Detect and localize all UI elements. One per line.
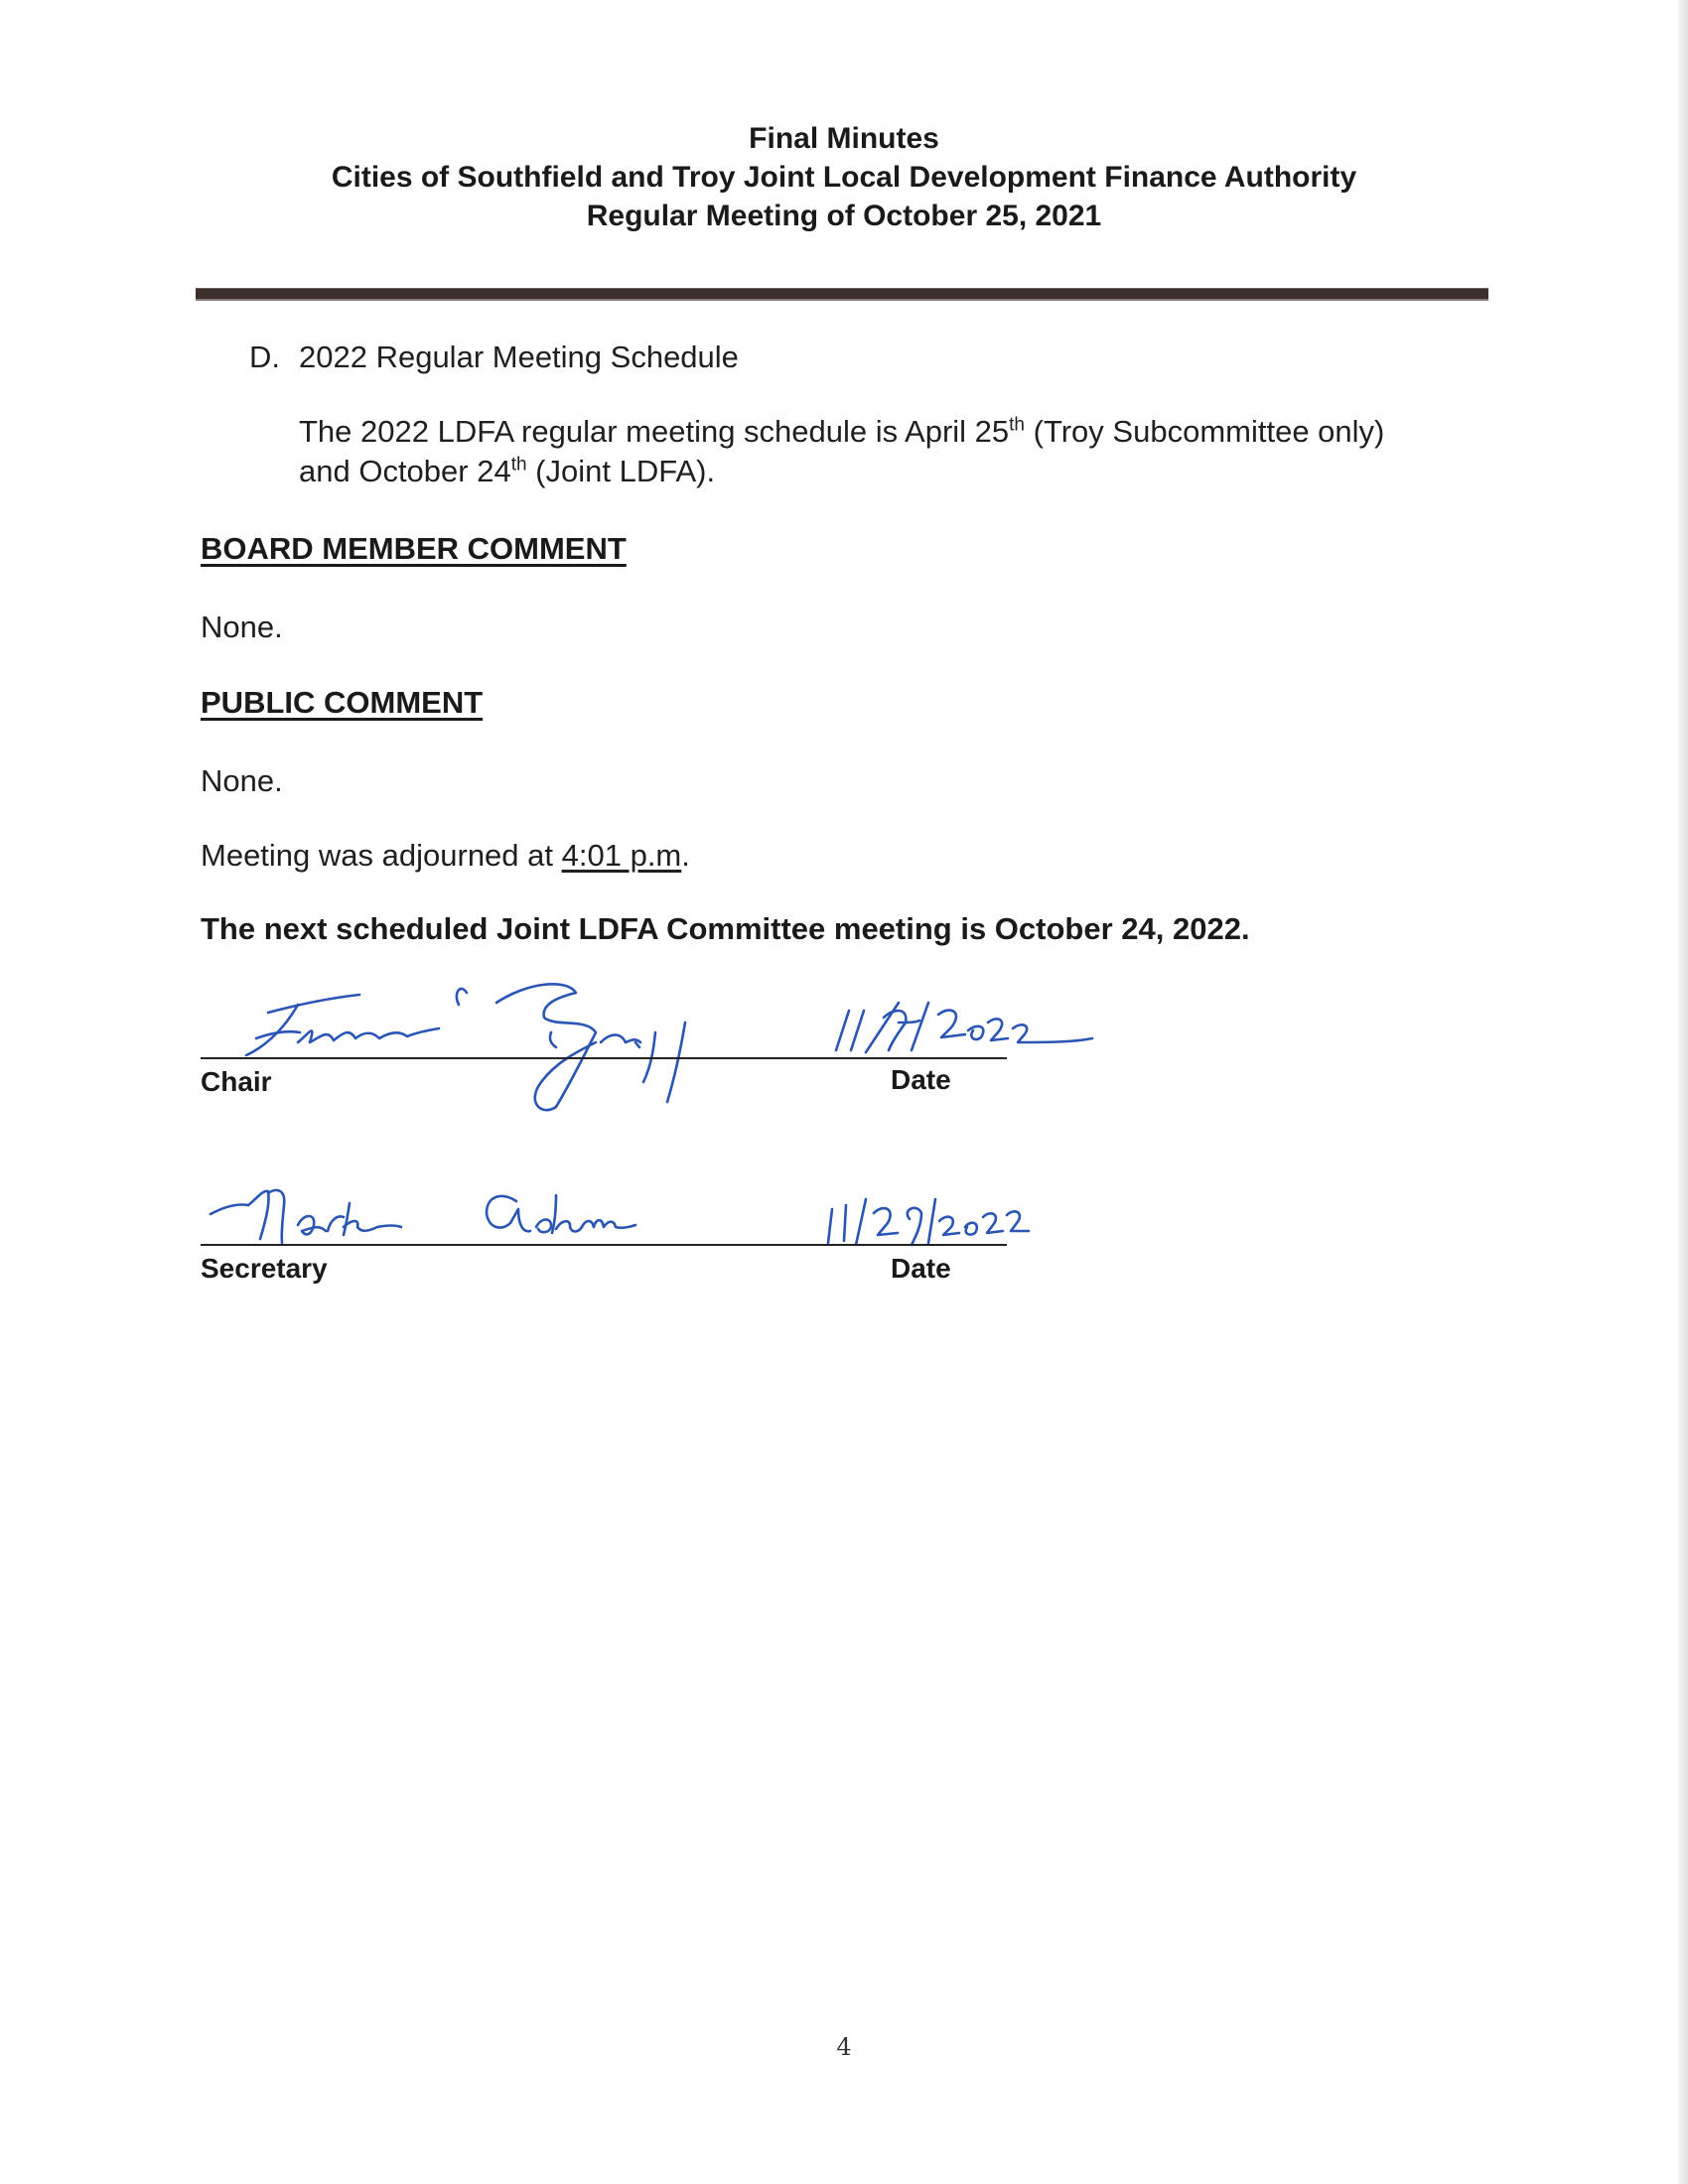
public-comment-text: None. [201,763,283,798]
schedule-superscript-b: th [510,454,527,476]
secretary-signature-line [201,1244,1007,1246]
board-member-comment-heading: BOARD MEMBER COMMENT [201,531,627,566]
schedule-text-a: The 2022 LDFA regular meeting schedule is April 25 [299,414,1010,449]
chair-date-label: Date [891,1064,951,1095]
adjournment-prefix: Meeting was adjourned at [201,838,562,873]
chair-signature [246,984,685,1110]
item-d-title: 2022 Regular Meeting Schedule [299,340,739,374]
schedule-text-b: (Troy Subcommittee only) [1025,414,1385,449]
adjournment-suffix: . [681,838,690,873]
public-comment-heading: PUBLIC COMMENT [201,685,484,720]
schedule-superscript-a: th [1009,414,1026,436]
header-meeting-date: Regular Meeting of October 25, 2021 [586,200,1102,232]
adjournment-time: 4:01 p.m [561,838,682,873]
chair-signed-date [836,1003,1092,1052]
secretary-label: Secretary [201,1253,328,1284]
header-organization: Cities of Southfield and Troy Joint Local Development Finance Authority [331,161,1357,194]
page-number: 4 [836,2033,852,2061]
secretary-date-label: Date [891,1253,951,1284]
secretary-signature [211,1190,635,1243]
chair-signature-line [201,1057,1007,1059]
schedule-text-d: (Joint LDFA). [526,454,716,488]
header-title: Final Minutes [749,122,939,155]
chair-label: Chair [201,1066,272,1097]
secretary-signed-date [828,1199,1029,1245]
schedule-text-c: and October 24 [299,454,511,488]
board-member-comment-text: None. [201,610,283,644]
item-d-marker: D. [249,340,280,374]
next-meeting-statement: The next scheduled Joint LDFA Committee meeting is October 24, 2022. [201,911,1250,946]
